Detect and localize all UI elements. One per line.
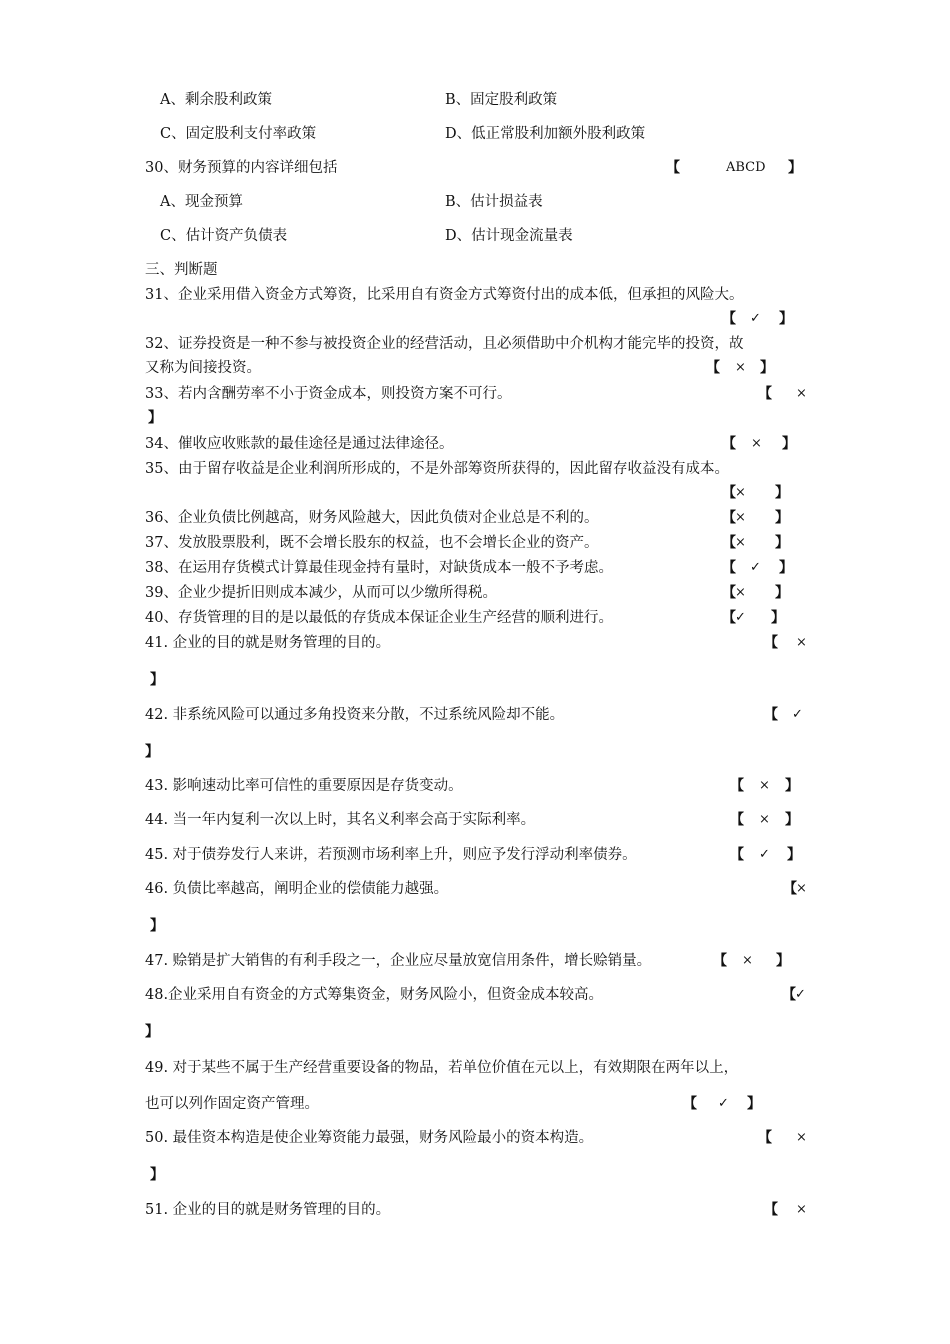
q46-answer: × <box>796 881 807 896</box>
q46-bracket-close: 】 <box>150 918 164 934</box>
q45-answer: ✓ <box>759 847 770 862</box>
q40-answer: ✓ <box>735 610 746 625</box>
q51-text: 51. 企业的目的就是财务管理的目的。 <box>145 1202 391 1218</box>
q49-text-line2: 也可以列作固定资产管理。 <box>145 1096 319 1112</box>
q47-answer: × <box>742 953 753 968</box>
q35-text: 35、由于留存收益是企业利润所形成的，不是外部筹资所获得的，因此留存收益没有成本。 <box>145 461 729 477</box>
q40-bracket-close: 】 <box>771 610 785 626</box>
q49-answer: ✓ <box>718 1096 729 1111</box>
q33-bracket-open: 【 <box>758 386 772 402</box>
q33-text: 33、若内含酬劳率不小于资金成本，则投资方案不可行。 <box>145 386 512 402</box>
q30-option-a: A、现金预算 <box>160 194 243 210</box>
q32-answer: × <box>735 360 746 375</box>
q34-bracket-close: 】 <box>782 436 796 452</box>
section-title: 三、判断题 <box>145 262 218 278</box>
q36-bracket-close: 】 <box>775 510 789 526</box>
q48-text: 48.企业采用自有资金的方式筹集资金，财务风险小，但资金成本较高。 <box>145 987 604 1003</box>
q37-bracket-open: 【 <box>722 535 736 551</box>
q39-text: 39、企业少提折旧则成本减少，从而可以少缴所得税。 <box>145 585 497 601</box>
q47-bracket-close: 】 <box>776 953 790 969</box>
q31-bracket-open: 【 <box>722 311 736 327</box>
q31-answer: ✓ <box>750 311 761 326</box>
q33-answer: × <box>796 386 807 401</box>
q50-bracket-close: 】 <box>150 1167 164 1183</box>
q39-bracket-close: 】 <box>775 585 789 601</box>
q31-bracket-close: 】 <box>779 311 793 327</box>
q41-bracket-open: 【 <box>764 635 778 651</box>
q30-answer: ABCD <box>726 160 766 175</box>
q33-bracket-close: 】 <box>148 410 162 426</box>
q47-text: 47. 赊销是扩大销售的有利手段之一，企业应尽量放宽信用条件，增长赊销量。 <box>145 953 652 969</box>
q30-text: 30、财务预算的内容详细包括 <box>145 160 338 176</box>
q49-text-line1: 49. 对于某些不属于生产经营重要设备的物品，若单位价值在元以上，有效期限在两年以上， <box>145 1060 739 1076</box>
q37-text: 37、发放股票股利，既不会增长股东的权益，也不会增长企业的资产。 <box>145 535 599 551</box>
q46-text: 46. 负债比率越高，阐明企业的偿债能力越强。 <box>145 881 449 897</box>
q51-bracket-open: 【 <box>764 1202 778 1218</box>
q30-option-d: D、估计现金流量表 <box>445 228 573 244</box>
q46-bracket-open: 【 <box>783 881 797 897</box>
q51-answer: × <box>796 1202 807 1217</box>
q29-option-a: A、剩余股利政策 <box>160 92 272 108</box>
q30-bracket-close: 】 <box>788 160 802 176</box>
q31-text: 31、企业采用借入资金方式筹资，比采用自有资金方式筹资付出的成本低，但承担的风险大。 <box>145 287 744 303</box>
q29-option-d: D、低正常股利加额外股利政策 <box>445 126 646 142</box>
q45-bracket-open: 【 <box>730 847 744 863</box>
q38-bracket-open: 【 <box>722 560 736 576</box>
q35-bracket-close: 】 <box>775 485 789 501</box>
q38-bracket-close: 】 <box>779 560 793 576</box>
q30-option-c: C、估计资产负债表 <box>160 228 288 244</box>
q29-option-b: B、固定股利政策 <box>445 92 558 108</box>
q49-bracket-close: 】 <box>747 1096 761 1112</box>
q35-answer: × <box>735 485 746 500</box>
q30-bracket-open: 【 <box>666 160 680 176</box>
q50-answer: × <box>796 1130 807 1145</box>
q34-text: 34、催收应收账款的最佳途径是通过法律途径。 <box>145 436 454 452</box>
q44-bracket-close: 】 <box>785 812 799 828</box>
q32-text-line1: 32、证券投资是一种不参与被投资企业的经营活动，且必须借助中介机构才能完毕的投资，故 <box>145 336 744 352</box>
q37-bracket-close: 】 <box>775 535 789 551</box>
q35-bracket-open: 【 <box>722 485 736 501</box>
q39-bracket-open: 【 <box>722 585 736 601</box>
q32-bracket-close: 】 <box>760 360 774 376</box>
q29-option-c: C、固定股利支付率政策 <box>160 126 317 142</box>
q34-answer: × <box>751 436 762 451</box>
q43-bracket-close: 】 <box>785 778 799 794</box>
q48-bracket-open: 【 <box>782 987 796 1003</box>
q36-text: 36、企业负债比例越高，财务风险越大，因此负债对企业总是不利的。 <box>145 510 599 526</box>
q41-answer: × <box>796 635 807 650</box>
q37-answer: × <box>735 535 746 550</box>
q48-answer: ✓ <box>795 987 806 1002</box>
q45-bracket-close: 】 <box>787 847 801 863</box>
q43-bracket-open: 【 <box>730 778 744 794</box>
q32-bracket-open: 【 <box>706 360 720 376</box>
q36-answer: × <box>735 510 746 525</box>
q43-text: 43. 影响速动比率可信性的重要原因是存货变动。 <box>145 778 463 794</box>
q44-text: 44. 当一年内复利一次以上时，其名义利率会高于实际利率。 <box>145 812 536 828</box>
q39-answer: × <box>735 585 746 600</box>
q36-bracket-open: 【 <box>722 510 736 526</box>
q42-text: 42. 非系统风险可以通过多角投资来分散，不过系统风险却不能。 <box>145 707 565 723</box>
q43-answer: × <box>759 778 770 793</box>
q44-bracket-open: 【 <box>730 812 744 828</box>
q41-bracket-close: 】 <box>150 672 164 688</box>
q40-bracket-open: 【 <box>722 610 736 626</box>
q38-text: 38、在运用存货模式计算最佳现金持有量时，对缺货成本一般不予考虑。 <box>145 560 613 576</box>
q49-bracket-open: 【 <box>683 1096 697 1112</box>
q42-bracket-open: 【 <box>764 707 778 723</box>
q45-text: 45. 对于债券发行人来讲，若预测市场利率上升，则应予发行浮动利率债券。 <box>145 847 637 863</box>
q50-bracket-open: 【 <box>758 1130 772 1146</box>
q32-text-line2: 又称为间接投资。 <box>145 360 261 376</box>
q30-option-b: B、估计损益表 <box>445 194 543 210</box>
q48-bracket-close: 】 <box>145 1024 159 1040</box>
q42-bracket-close: 】 <box>145 744 159 760</box>
q42-answer: ✓ <box>792 707 803 722</box>
q38-answer: ✓ <box>750 560 761 575</box>
q41-text: 41. 企业的目的就是财务管理的目的。 <box>145 635 391 651</box>
q47-bracket-open: 【 <box>713 953 727 969</box>
q44-answer: × <box>759 812 770 827</box>
q34-bracket-open: 【 <box>722 436 736 452</box>
q50-text: 50. 最佳资本构造是使企业筹资能力最强，财务风险最小的资本构造。 <box>145 1130 594 1146</box>
q40-text: 40、存货管理的目的是以最低的存货成本保证企业生产经营的顺利进行。 <box>145 610 613 626</box>
